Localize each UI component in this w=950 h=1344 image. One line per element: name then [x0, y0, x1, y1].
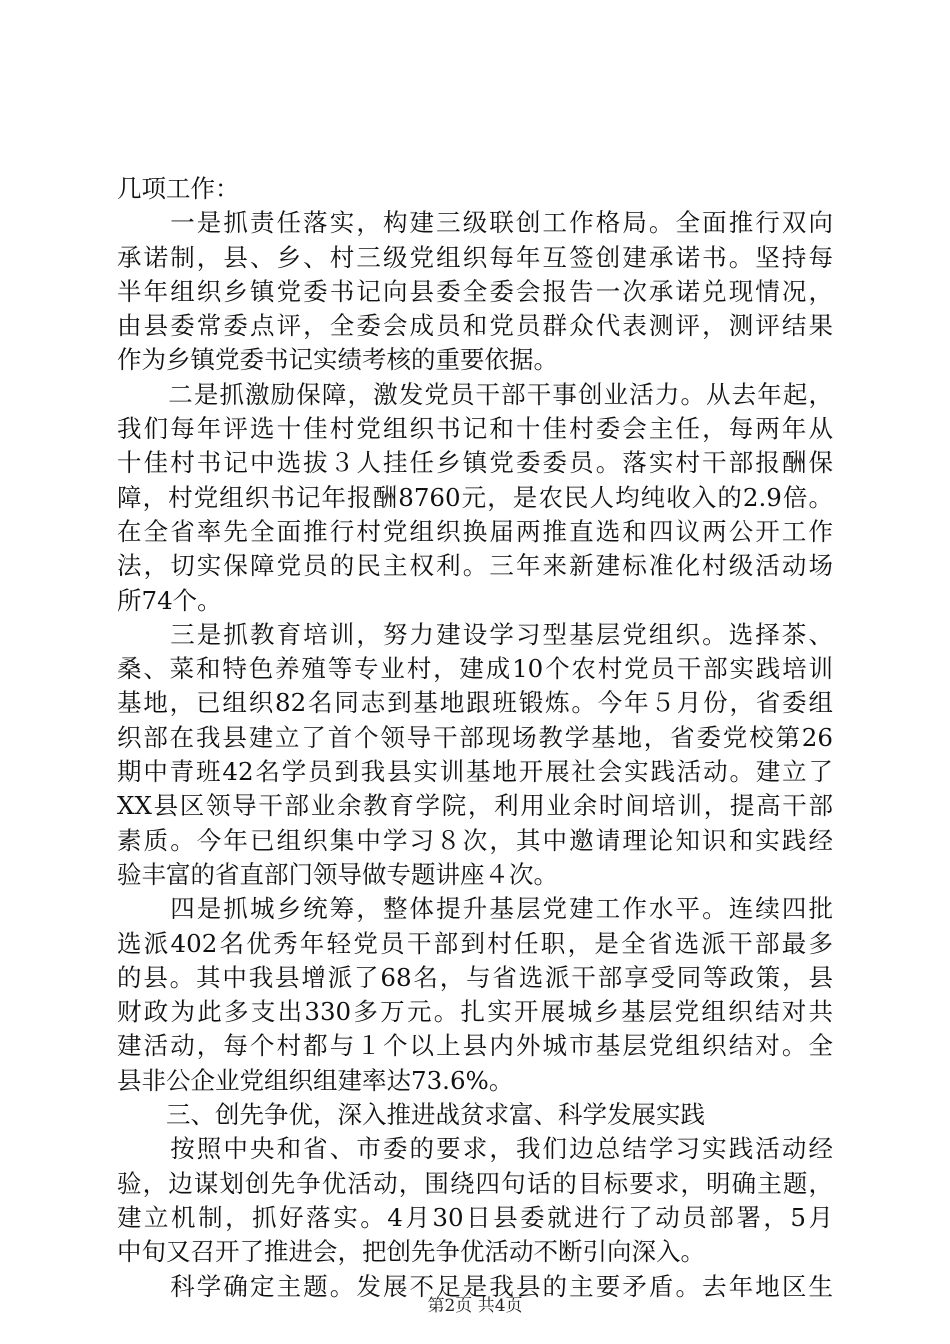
text-line: 几项工作：: [117, 174, 240, 203]
text-line: 县非公企业党组织组建率达73.6%。: [117, 1065, 514, 1095]
page-footer: 第2页 共4页: [427, 1296, 523, 1316]
text-line: 三、创先争优，深入推进战贫求富、科学发展实践: [117, 1100, 705, 1130]
text-line: 四是抓城乡统筹，整体提升基层党建工作水平。连续四批: [117, 894, 833, 924]
text-line: 基地，已组织82名同志到基地跟班锻炼。今年５月份，省委组: [117, 688, 833, 718]
text-line: 的县。其中我县增派了68名，与省选派干部享受同等政策，县: [117, 962, 833, 992]
text-line: 织部在我县建立了首个领导干部现场教学基地，省委党校第26: [117, 722, 833, 752]
text-line: 按照中央和省、市委的要求，我们边总结学习实践活动经: [117, 1134, 833, 1164]
text-line: 三是抓教育培训，努力建设学习型基层党组织。选择茶、: [117, 619, 833, 649]
text-line: 半年组织乡镇党委书记向县委全委会报告一次承诺兑现情况，: [117, 276, 833, 306]
text-line: 一是抓责任落实，构建三级联创工作格局。全面推行双向: [117, 208, 833, 238]
text-line: 在全省率先全面推行村党组织换届两推直选和四议两公开工作: [117, 516, 833, 546]
text-line: 法，切实保障党员的民主权利。三年来新建标准化村级活动场: [117, 551, 833, 581]
text-line: 作为乡镇党委书记实绩考核的重要依据。: [117, 345, 558, 375]
body-text: [117, 172, 833, 1304]
text-line: 中旬又召开了推进会，把创先争优活动不断引向深入。: [117, 1237, 705, 1267]
text-line: 我们每年评选十佳村党组织书记和十佳村委会主任，每两年从: [117, 414, 833, 444]
text-line: 素质。今年已组织集中学习８次，其中邀请理论知识和实践经: [117, 825, 833, 855]
text-line: 科学确定主题。发展不足是我县的主要矛盾。去年地区生: [117, 1271, 833, 1301]
text-line: 验，边谋划创先争优活动，围绕四句话的目标要求，明确主题，: [117, 1168, 833, 1198]
text-line: 财政为此多支出330多万元。扎实开展城乡基层党组织结对共: [117, 997, 833, 1027]
text-line: 障，村党组织书记年报酬8760元，是农民人均纯收入的2.9倍。: [117, 482, 833, 512]
text-line: 二是抓激励保障，激发党员干部干事创业活力。从去年起，: [117, 379, 833, 409]
text-line: 十佳村书记中选拔３人挂任乡镇党委委员。落实村干部报酬保: [117, 448, 833, 478]
text-line: 验丰富的省直部门领导做专题讲座４次。: [117, 859, 558, 889]
text-line: 选派402名优秀年轻党员干部到村任职，是全省选派干部最多: [117, 928, 833, 958]
text-line: 建活动，每个村都与１个以上县内外城市基层党组织结对。全: [117, 1031, 833, 1061]
text-line: 期中青班42名学员到我县实训基地开展社会实践活动。建立了: [117, 757, 833, 787]
text-line: XX县区领导干部业余教育学院，利用业余时间培训，提高干部: [117, 791, 833, 821]
text-line: 建立机制，抓好落实。4月30日县委就进行了动员部署，5月: [117, 1202, 833, 1232]
text-line: 桑、菜和特色养殖等专业村，建成10个农村党员干部实践培训: [117, 654, 833, 684]
text-line: 所74个。: [117, 585, 222, 615]
text-line: 由县委常委点评，全委会成员和党员群众代表测评，测评结果: [117, 311, 833, 341]
text-line: 承诺制，县、乡、村三级党组织每年互签创建承诺书。坚持每: [117, 242, 833, 272]
